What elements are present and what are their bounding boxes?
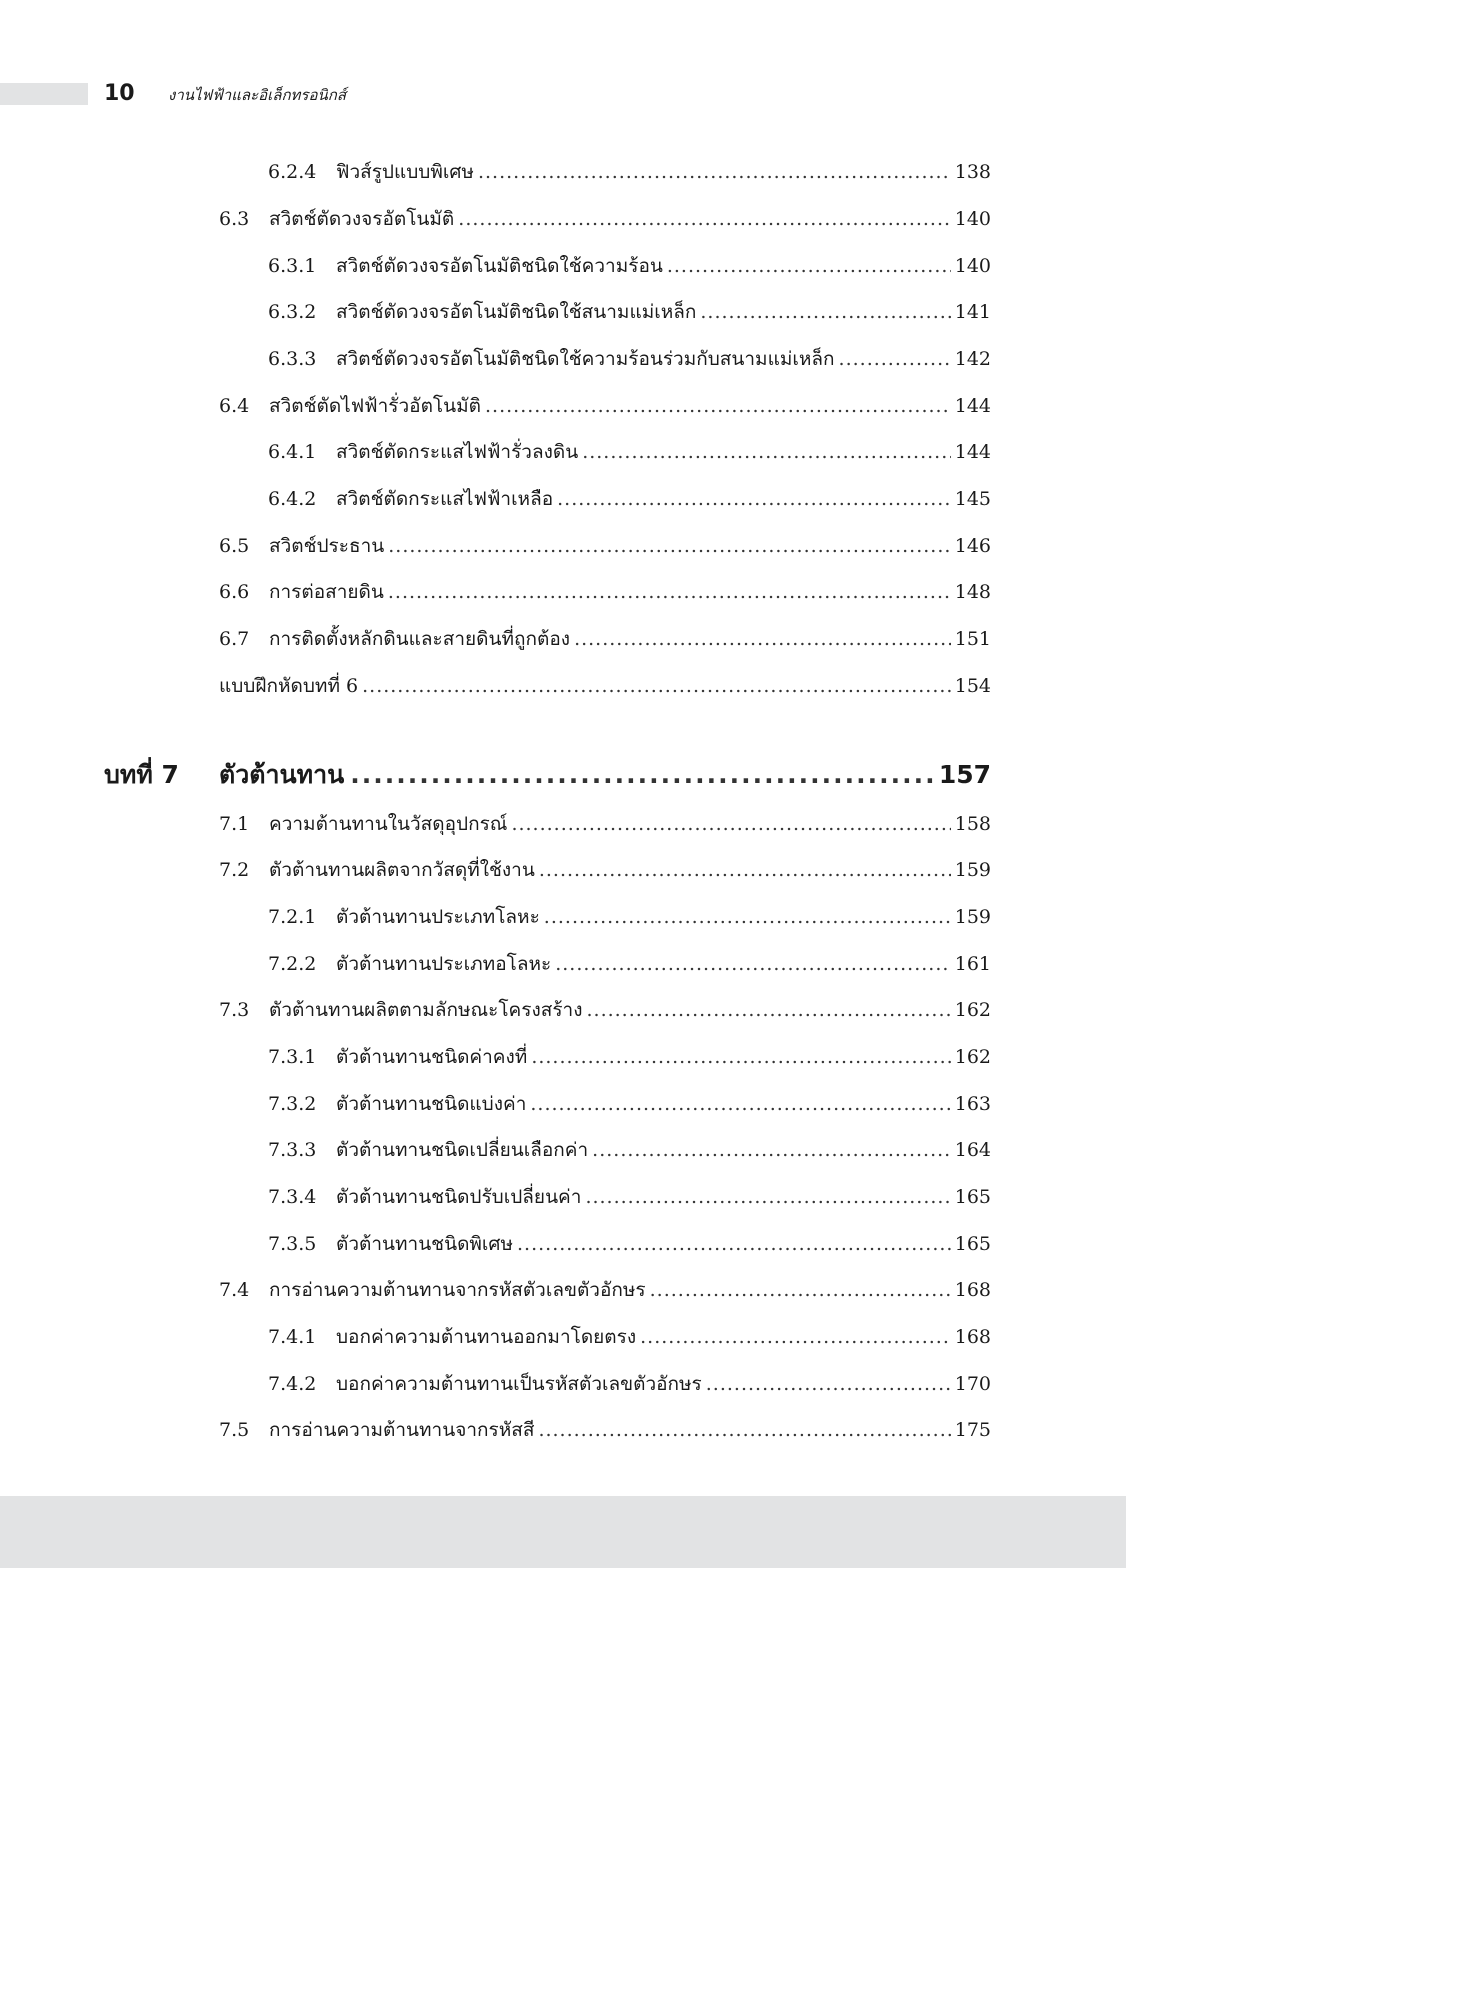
dot-leader — [667, 246, 951, 286]
dot-leader — [582, 432, 951, 472]
toc-entry-number: 7.3.1 — [268, 1046, 317, 1068]
toc-entry-title: ตัวต้านทานผลิตจากวัสดุที่ใช้งาน — [269, 859, 535, 881]
toc-entry[interactable] — [268, 432, 991, 472]
toc-entry[interactable] — [268, 1130, 991, 1170]
dot-leader — [511, 804, 950, 844]
dot-leader — [586, 990, 950, 1030]
dot-leader — [555, 944, 951, 984]
toc-entry-title: การต่อสายดิน — [269, 581, 384, 603]
toc-entry-page: 140 — [954, 208, 991, 230]
toc-entry-page: 175 — [954, 1419, 991, 1441]
toc-entry-number: 6.2.4 — [268, 161, 317, 183]
toc-entry-title: ตัวต้านทานชนิดปรับเปลี่ยนค่า — [336, 1186, 582, 1208]
toc-entry[interactable] — [219, 619, 991, 659]
toc-entry-title: การอ่านความต้านทานจากรหัสสี — [269, 1419, 535, 1441]
toc-entry-page: 142 — [954, 348, 991, 370]
toc-entry-number: 7.1 — [219, 813, 250, 835]
toc-entry-number: 7.4 — [219, 1279, 250, 1301]
toc-entry-number: 7.4.2 — [268, 1373, 317, 1395]
dot-leader — [592, 1130, 951, 1170]
toc-entry[interactable] — [219, 386, 991, 426]
dot-leader — [538, 1410, 950, 1450]
toc-entry-page: 144 — [954, 395, 991, 417]
dot-leader — [478, 152, 951, 192]
toc-entry-number: 7.2.2 — [268, 953, 317, 975]
toc-entry-title: สวิตช์ตัดกระแสไฟฟ้ารั่วลงดิน — [336, 441, 579, 463]
dot-leader — [544, 897, 951, 937]
footer-band — [0, 1496, 1126, 1568]
toc-entry[interactable] — [268, 1177, 991, 1217]
toc-entry-number: 6.7 — [219, 628, 250, 650]
dot-leader — [530, 1084, 950, 1124]
running-header-title: งานไฟฟ้าและอิเล็กทรอนิกส์ — [168, 86, 346, 104]
toc-entry[interactable] — [219, 199, 991, 239]
toc-entry[interactable] — [268, 1037, 991, 1077]
toc-entry-page: 145 — [954, 488, 991, 510]
toc-entry-title: ความต้านทานในวัสดุอุปกรณ์ — [269, 813, 508, 835]
toc-entry-title: การติดตั้งหลักดินและสายดินที่ถูกต้อง — [269, 628, 571, 650]
toc-entry-number: 7.3.5 — [268, 1233, 317, 1255]
toc-entry-title: ตัวต้านทานชนิดค่าคงที่ — [336, 1046, 528, 1068]
toc-entry-number: 6.3.1 — [268, 255, 317, 277]
toc-entry-page: 158 — [954, 813, 991, 835]
toc-entry-page: 146 — [954, 535, 991, 557]
dot-leader — [350, 753, 933, 797]
dot-leader — [388, 526, 951, 566]
dot-leader — [531, 1037, 950, 1077]
toc-entry-page: 148 — [954, 581, 991, 603]
dot-leader — [585, 1177, 950, 1217]
toc-entry[interactable] — [219, 526, 991, 566]
toc-entry-number: 6.4.1 — [268, 441, 317, 463]
toc-entry-page: 162 — [954, 1046, 991, 1068]
toc-entry-title: สวิตช์ตัดกระแสไฟฟ้าเหลือ — [336, 488, 554, 510]
toc-entry-number: 7.3.4 — [268, 1186, 317, 1208]
toc-entry[interactable] — [219, 572, 991, 612]
toc-entry-title: ตัวต้านทานประเภทอโลหะ — [336, 953, 552, 975]
toc-entry-title: แบบฝึกหัดบทที่ 6 — [219, 675, 359, 697]
dot-leader — [650, 1270, 951, 1310]
toc-entry-title: ตัวต้านทานชนิดพิเศษ — [336, 1233, 514, 1255]
toc-entry-title: ตัวต้านทานผลิตตามลักษณะโครงสร้าง — [269, 999, 583, 1021]
toc-entry-page: 144 — [954, 441, 991, 463]
toc-entry-title: ตัวต้านทานชนิดเปลี่ยนเลือกค่า — [336, 1139, 589, 1161]
dot-leader — [640, 1317, 951, 1357]
toc-entry-title: สวิตช์ประธาน — [269, 535, 385, 557]
toc-entry-page: 168 — [954, 1279, 991, 1301]
toc-entry-page: 159 — [954, 906, 991, 928]
toc-entry-number: 6.4.2 — [268, 488, 317, 510]
toc-entry[interactable] — [219, 850, 991, 890]
toc-entry-title: บอกค่าความต้านทานเป็นรหัสตัวเลขตัวอักษร — [336, 1373, 702, 1395]
chapter-label: บทที่ 7 — [104, 760, 179, 789]
toc-entry-page: 138 — [954, 161, 991, 183]
toc-entry-number: 7.2.1 — [268, 906, 317, 928]
toc-entry[interactable] — [268, 1224, 991, 1264]
dot-leader — [839, 339, 951, 379]
dot-leader — [557, 479, 951, 519]
toc-entry[interactable] — [219, 990, 991, 1030]
toc-entry[interactable] — [268, 944, 991, 984]
toc-entry-page: 165 — [954, 1233, 991, 1255]
toc-entry-page: 164 — [954, 1139, 991, 1161]
toc-entry-number: 7.3.3 — [268, 1139, 317, 1161]
header-accent-bar — [0, 83, 88, 105]
toc-entry-title: สวิตช์ตัดวงจรอัตโนมัติชนิดใช้ความร้อน — [336, 255, 663, 277]
toc-entry-page: 168 — [954, 1326, 991, 1348]
toc-entry-title: สวิตช์ตัดวงจรอัตโนมัติชนิดใช้ความร้อนร่วมกับสนามแม่เหล็ก — [336, 348, 835, 370]
toc-entry-page: 141 — [954, 301, 991, 323]
toc-entry-title: ฟิวส์รูปแบบพิเศษ — [336, 161, 474, 183]
toc-entry[interactable] — [268, 1084, 991, 1124]
chapter-title: ตัวต้านทาน — [219, 760, 345, 789]
toc-entry-number: 7.3 — [219, 999, 250, 1021]
toc-entry-number: 6.3.2 — [268, 301, 317, 323]
toc-entry-number: 7.3.2 — [268, 1093, 317, 1115]
toc-entry-page: 154 — [954, 675, 991, 697]
page-number: 10 — [104, 81, 135, 106]
toc-entry[interactable] — [268, 1364, 991, 1404]
chapter-heading[interactable] — [104, 753, 991, 797]
toc-entry-page: 140 — [954, 255, 991, 277]
toc-entry-number: 7.2 — [219, 859, 250, 881]
toc-entry-page: 162 — [954, 999, 991, 1021]
dot-leader — [700, 292, 950, 332]
toc-entry-page: 163 — [954, 1093, 991, 1115]
toc-entry-page: 165 — [954, 1186, 991, 1208]
toc-exercise-entry[interactable] — [219, 666, 991, 706]
toc-entry-page: 161 — [954, 953, 991, 975]
dot-leader — [458, 199, 950, 239]
toc-entry[interactable] — [268, 292, 991, 332]
toc-entry-number: 7.4.1 — [268, 1326, 317, 1348]
toc-entry[interactable] — [219, 1270, 991, 1310]
toc-entry-title: สวิตช์ตัดวงจรอัตโนมัติชนิดใช้สนามแม่เหล็ก — [336, 301, 697, 323]
toc-entry[interactable] — [268, 479, 991, 519]
dot-leader — [706, 1364, 951, 1404]
toc-entry[interactable] — [268, 339, 991, 379]
toc-entry[interactable] — [268, 246, 991, 286]
toc-entry[interactable] — [219, 804, 991, 844]
toc-entry-number: 6.6 — [219, 581, 250, 603]
toc-entry[interactable] — [268, 897, 991, 937]
toc-entry-page: 151 — [954, 628, 991, 650]
toc-entry-page: 170 — [954, 1373, 991, 1395]
toc-entry[interactable] — [268, 1317, 991, 1357]
toc-entry-title: สวิตช์ตัดไฟฟ้ารั่วอัตโนมัติ — [269, 395, 481, 417]
chapter-page: 157 — [938, 760, 991, 789]
toc-entry-number: 6.5 — [219, 535, 250, 557]
toc-entry-number: 6.4 — [219, 395, 250, 417]
dot-leader — [362, 666, 951, 706]
toc-entry-number: 6.3 — [219, 208, 250, 230]
toc-entry-title: ตัวต้านทานชนิดแบ่งค่า — [336, 1093, 527, 1115]
dot-leader — [485, 386, 951, 426]
toc-entry-title: บอกค่าความต้านทานออกมาโดยตรง — [336, 1326, 637, 1348]
toc-entry-number: 6.3.3 — [268, 348, 317, 370]
dot-leader — [388, 572, 951, 612]
toc-entry[interactable] — [219, 1410, 991, 1450]
dot-leader — [574, 619, 951, 659]
toc-entry-title: สวิตช์ตัดวงจรอัตโนมัติ — [269, 208, 455, 230]
toc-entry-page: 159 — [954, 859, 991, 881]
dot-leader — [517, 1224, 951, 1264]
toc-entry-title: ตัวต้านทานประเภทโลหะ — [336, 906, 540, 928]
toc-entry[interactable] — [268, 152, 991, 192]
dot-leader — [539, 850, 951, 890]
toc-entry-number: 7.5 — [219, 1419, 250, 1441]
toc-entry-title: การอ่านความต้านทานจากรหัสตัวเลขตัวอักษร — [269, 1279, 646, 1301]
